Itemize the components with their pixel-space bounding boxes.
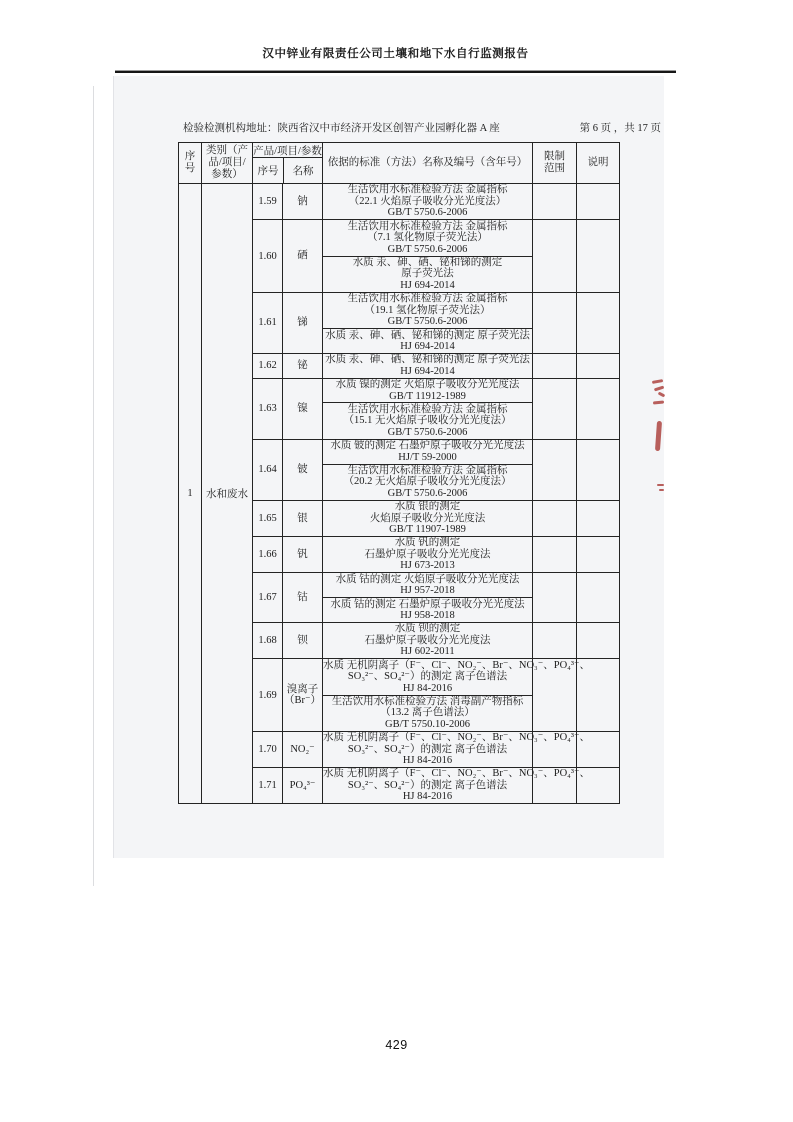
limit-range-cell	[532, 659, 576, 731]
note-cell	[576, 184, 619, 219]
table-row	[252, 378, 619, 439]
limit-range-cell	[532, 184, 576, 219]
standard-method	[323, 256, 532, 292]
table-row	[252, 439, 619, 500]
monitoring-standards-table	[178, 142, 620, 804]
standard-method	[323, 537, 532, 572]
standard-line: GB/T 5750.6-2006	[387, 426, 468, 438]
note-cell	[576, 537, 619, 572]
param-name-cell: 钡	[282, 623, 322, 658]
standard-line: GB/T 11912-1989	[389, 390, 466, 402]
standard-line: GB/T 5750.6-2006	[387, 207, 468, 219]
standard-line: 水质 汞、砷、硒、铋和锑的测定 原子荧光法	[325, 329, 530, 341]
standard-line: （13.2 离子色谱法）	[380, 707, 475, 719]
standard-method	[323, 573, 532, 597]
page-indicator: 第 6 页 ，共 17 页	[579, 123, 661, 134]
header-category: 类别（产品/项目/参数）	[201, 143, 252, 183]
limit-range-cell	[532, 732, 576, 767]
standard-line: HJ 957-2018	[400, 585, 455, 597]
param-serial-cell: 1.62	[252, 354, 282, 378]
title-rule	[115, 70, 676, 73]
standard-line: HJ 694-2014	[400, 279, 455, 291]
param-serial-cell: 1.70	[252, 732, 282, 767]
table-row	[252, 536, 619, 572]
standards-cell	[322, 537, 532, 572]
param-serial-cell: 1.59	[252, 184, 282, 219]
standard-line: SO₃²⁻、SO₄²⁻）的测定 离子色谱法	[347, 743, 508, 755]
header-product-group	[252, 143, 322, 183]
note-cell	[576, 659, 619, 731]
table-row	[252, 292, 619, 353]
header-serial: 序号	[184, 151, 196, 174]
standard-method	[323, 659, 591, 694]
table-row	[252, 622, 619, 658]
note-cell	[576, 501, 619, 536]
standard-line: SO₃²⁻、SO₄²⁻）的测定 离子色谱法	[347, 671, 508, 683]
standard-line: 水质 汞、砷、硒、铋和锑的测定 原子荧光法	[325, 354, 530, 366]
standards-cell	[322, 659, 591, 731]
standards-cell	[322, 732, 591, 767]
standard-line: 生活饮用水标准检验方法 金属指标	[347, 220, 508, 232]
standard-line: 生活饮用水标准检验方法 金属指标	[347, 293, 508, 305]
header-sub-name: 名称	[283, 158, 322, 183]
table-row	[252, 184, 619, 219]
standard-line: （15.1 无火焰原子吸收分光光度法）	[343, 415, 512, 427]
note-cell	[576, 623, 619, 658]
standard-line: HJ/T 59-2000	[398, 451, 457, 463]
standard-line: 水质 铍的测定 石墨炉原子吸收分光光度法	[330, 440, 525, 452]
standard-method	[323, 501, 532, 536]
scan-edge-line	[93, 86, 94, 886]
param-name-cell: 镍	[282, 379, 322, 439]
standard-line: 水质 无机阴离子（F⁻、Cl⁻、NO₂⁻、Br⁻、NO₃⁻、PO₄³⁻、	[323, 732, 591, 744]
param-serial-cell: 1.61	[252, 293, 282, 353]
standard-line: 生活饮用水标准检验方法 金属指标	[347, 464, 508, 476]
standard-line: 水质 汞、砷、硒、铋和锑的测定	[352, 256, 503, 268]
standard-line: （7.1 氢化物原子荧光法）	[367, 232, 488, 244]
standard-line: HJ 84-2016	[402, 755, 453, 767]
standard-line: 生活饮用水标准检验方法 消毒副产物指标	[331, 695, 524, 707]
standard-line: HJ 84-2016	[402, 682, 453, 694]
limit-range-cell	[532, 379, 576, 439]
category-name-cell: 水和废水	[201, 184, 252, 803]
param-serial-cell: 1.65	[252, 501, 282, 536]
standard-line: 水质 钡的测定	[394, 623, 461, 635]
standards-cell	[322, 501, 532, 536]
standard-line: GB/T 5750.6-2006	[387, 487, 468, 499]
stamp-fragment-icon	[657, 484, 664, 486]
standards-cell	[322, 768, 591, 803]
standards-cell	[322, 440, 532, 500]
header-limit-range: 限制范围	[532, 143, 576, 183]
limit-range-cell	[532, 573, 576, 622]
standard-line: （20.2 无火焰原子吸收分光光度法）	[343, 476, 512, 488]
standard-method	[323, 768, 591, 803]
table-row	[252, 658, 619, 731]
standard-method	[323, 597, 532, 622]
standard-line: HJ 84-2016	[402, 791, 453, 803]
standard-method	[323, 293, 532, 328]
header-standard: 依据的标准（方法）名称及编号（含年号）	[322, 143, 532, 183]
standard-line: HJ 694-2014	[400, 365, 455, 377]
param-name-cell: 钒	[282, 537, 322, 572]
param-serial-cell: 1.68	[252, 623, 282, 658]
standard-line: GB/T 5750.6-2006	[387, 316, 468, 328]
param-serial-cell: 1.69	[252, 659, 282, 731]
standard-method	[323, 464, 532, 500]
standard-line: 石墨炉原子吸收分光光度法	[364, 634, 491, 646]
standard-line: 石墨炉原子吸收分光光度法	[364, 548, 491, 560]
standard-line: HJ 958-2018	[400, 610, 455, 622]
table-row	[252, 353, 619, 378]
table-row	[252, 572, 619, 622]
param-name-cell: 铋	[282, 354, 322, 378]
standards-cell	[322, 623, 532, 658]
param-serial-cell: 1.63	[252, 379, 282, 439]
limit-range-cell	[532, 768, 576, 803]
note-cell	[576, 220, 619, 292]
note-cell	[576, 293, 619, 353]
standard-method	[323, 354, 532, 378]
address-row	[183, 120, 661, 135]
standard-line: 水质 钒的测定	[394, 537, 461, 549]
note-cell	[576, 379, 619, 439]
standard-line: 水质 钴的测定 火焰原子吸收分光光度法	[335, 573, 520, 585]
header-sub-serial: 序号	[257, 166, 279, 177]
table-header	[179, 143, 619, 184]
standard-line: （22.1 火焰原子吸收分光光度法）	[348, 195, 507, 207]
standards-cell	[322, 573, 532, 622]
param-name-cell: NO₂⁻	[282, 732, 322, 767]
limit-range-cell	[532, 440, 576, 500]
standard-line: 生活饮用水标准检验方法 金属指标	[347, 184, 508, 196]
note-cell	[576, 768, 619, 803]
param-serial-cell: 1.67	[252, 573, 282, 622]
standard-line: HJ 673-2013	[400, 560, 455, 572]
standard-line: 水质 钴的测定 石墨炉原子吸收分光光度法	[330, 598, 525, 610]
standard-method	[323, 328, 532, 353]
note-cell	[576, 732, 619, 767]
standard-method	[323, 440, 532, 464]
table-row	[252, 219, 619, 292]
standard-line: HJ 694-2014	[400, 341, 455, 353]
standard-method	[323, 695, 532, 731]
param-name-cell: 铍	[282, 440, 322, 500]
param-name-cell: 钴	[282, 573, 322, 622]
standard-line: 火焰原子吸收分光光度法	[369, 512, 486, 524]
standard-line: SO₃²⁻、SO₄²⁻）的测定 离子色谱法	[347, 779, 508, 791]
param-name-cell: 溴离子（Br⁻）	[282, 659, 322, 731]
param-serial-cell: 1.71	[252, 768, 282, 803]
standard-method	[323, 732, 591, 767]
limit-range-cell	[532, 220, 576, 292]
header-product-group-label: 产品/项目/参数	[253, 143, 322, 158]
standard-method	[323, 379, 532, 403]
limit-range-cell	[532, 501, 576, 536]
param-name-cell: 锑	[282, 293, 322, 353]
param-name-cell: PO₄³⁻	[282, 768, 322, 803]
param-name-cell: 钠	[282, 184, 322, 219]
param-serial-cell: 1.64	[252, 440, 282, 500]
standards-cell	[322, 184, 532, 219]
param-name-cell: 硒	[282, 220, 322, 292]
standard-method	[323, 402, 532, 438]
limit-range-cell	[532, 293, 576, 353]
table-row	[252, 500, 619, 536]
standard-line: 水质 镍的测定 火焰原子吸收分光光度法	[335, 379, 520, 391]
table-row	[252, 767, 619, 803]
agency-address: 检验检测机构地址：陕西省汉中市经济开发区创智产业园孵化器 A 座	[183, 123, 500, 134]
param-name-cell: 银	[282, 501, 322, 536]
limit-range-cell	[532, 537, 576, 572]
scan-area	[113, 76, 664, 858]
note-cell	[576, 573, 619, 622]
header-product-subrow	[253, 158, 322, 183]
standard-line: 生活饮用水标准检验方法 金属指标	[347, 403, 508, 415]
standards-cell	[322, 293, 532, 353]
standard-method	[323, 220, 532, 255]
param-serial-cell: 1.66	[252, 537, 282, 572]
table-body	[179, 184, 619, 803]
standard-line: HJ 602-2011	[400, 646, 455, 658]
standard-line: GB/T 5750.10-2006	[385, 718, 470, 730]
table-rows	[252, 184, 619, 803]
limit-range-cell	[532, 623, 576, 658]
standard-line: GB/T 5750.6-2006	[387, 243, 468, 255]
standards-cell	[322, 379, 532, 439]
standards-cell	[322, 354, 532, 378]
footer-page-number: 429	[385, 1038, 408, 1052]
standard-line: 水质 无机阴离子（F⁻、Cl⁻、NO₂⁻、Br⁻、NO₃⁻、PO₄³⁻、	[323, 768, 591, 780]
header-note: 说明	[576, 143, 619, 183]
note-cell	[576, 354, 619, 378]
standard-method	[323, 184, 532, 219]
category-serial-cell: 1	[187, 488, 193, 500]
limit-range-cell	[532, 354, 576, 378]
table-row	[252, 731, 619, 767]
note-cell	[576, 440, 619, 500]
standard-line: 水质 银的测定	[394, 501, 461, 513]
report-title: 汉中锌业有限责任公司土壤和地下水自行监测报告	[262, 48, 529, 60]
standard-line: 原子荧光法	[401, 268, 454, 280]
standard-method	[323, 623, 532, 658]
standard-line: GB/T 11907-1989	[389, 524, 466, 536]
stamp-fragment-icon	[659, 489, 664, 491]
standards-cell	[322, 220, 532, 292]
standard-line: （19.1 氢化物原子荧光法）	[364, 304, 491, 316]
standard-line: 水质 无机阴离子（F⁻、Cl⁻、NO₂⁻、Br⁻、NO₃⁻、PO₄³⁻、	[323, 659, 591, 671]
param-serial-cell: 1.60	[252, 220, 282, 292]
